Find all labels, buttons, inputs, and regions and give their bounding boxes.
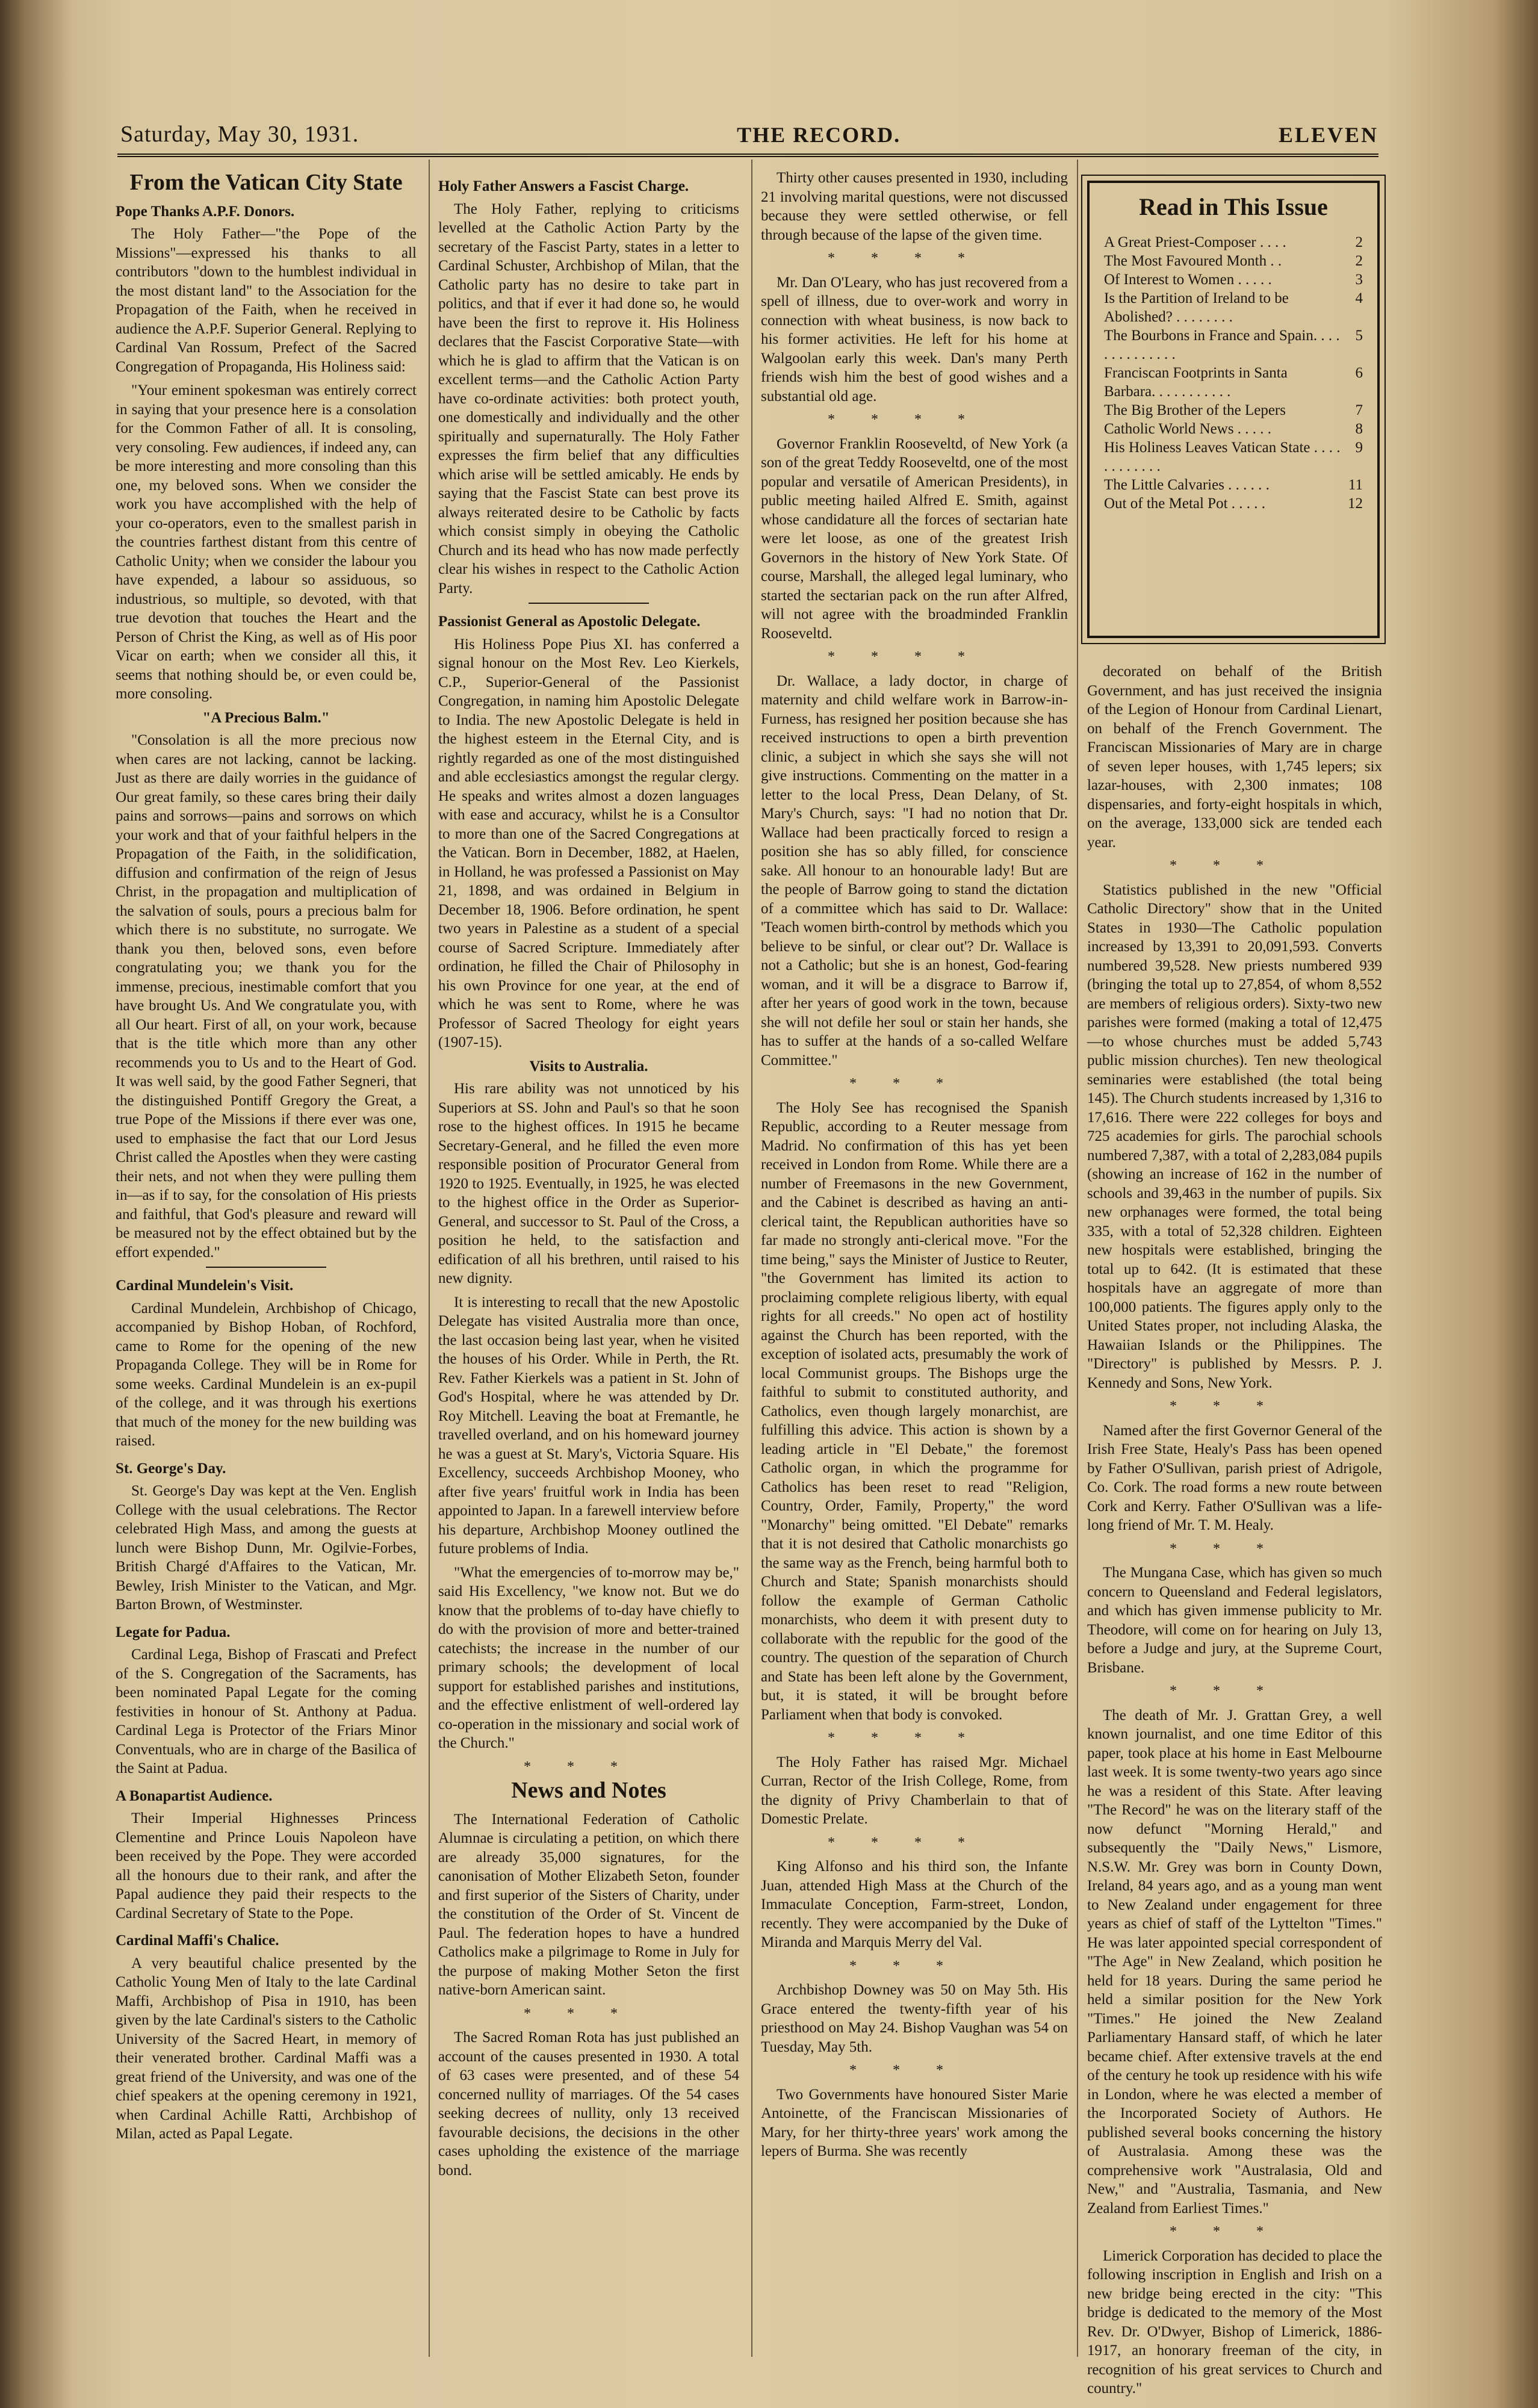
article-paragraph: His rare ability was not unnoticed by his Superiors at SS. John and Paul's so that he soon rose to the highest offices. In 1915 he became Secretary-General, and he filled the even more responsible position of Procurator General from 1920 to 1925. Eventually, in 1925, he was elected to the highest office in the Order as Superior-General, and successor to St. Paul of the Cross, a position he held, to the satisfaction and edification of all his brethren, until raised to his new dignity. bbox=[438, 1081, 739, 1286]
article-paragraph: His Holiness Pope Pius XI. has conferred a signal honour on the Most Rev. Leo Kierkels, C.P., Superior-General of the Passionist Congregation, in naming him Apostolic Delegate to India. The new Apostolic Delegate is held in the highest esteem in the Eternal City, and is rightly regarded as one of the most distinguished and able ecclesiastics amongst the regular clergy. He speaks and writes almost a dozen languages with ease and accuracy, whilst he is a Consultor to more than one of the Sacred Congregations at the Vatican. Born in December, 1882, at Haelen, in Holland, he was professed a Passionist on May 21, 1898, and was ordained in Belgium in December 18, 1906. Before ordination, he spent two years in Palestine as a student of a special course of Sacred Scripture. Immediately after ordination, he filled the Chair of Philosophy in his own Province for one year, at the end of which he was sent to Rome, where he was Professor of Sacred Theology for eight years (1907-15). bbox=[438, 636, 739, 1050]
article-heading: St. George's Day. bbox=[116, 1460, 226, 1477]
news-paragraph: Governor Franklin Rooseveltd, of New York (a son of the great Teddy Rooseveltd, one of the most popular and versatile of American Presidents), in public meeting hailed Alfred E. Smith, against whose candidature all the forces of sectarian hate were let loose, as one of the greatest Irish Governors in the history of New York State. Of course, Marshall, the alleged legal luminary, who started the sectarian pack on the run after Alfred, will not agree with the broadminded Franklin Rooseveltd. bbox=[761, 435, 1068, 642]
contents-item-title: Of Interest to Women . . . . . bbox=[1104, 272, 1272, 288]
star-separator: *** bbox=[1170, 858, 1300, 874]
article-paragraph: Cardinal Mundelein, Archbishop of Chicago, accompanied by Bishop Hoban, of Rochford, came to Rome for the opening of the new Propaganda College. They will be in Rome for some weeks. Cardinal Mundelein is an ex-pupil of the college, and it was through his exertions that much of the money for the new building was raised. bbox=[116, 1300, 417, 1449]
news-paragraph: King Alfonso and his third son, the Infante Juan, attended High Mass at the Church of the Immaculate Conception, Farm-street, London, recently. They were accompanied by the Duke of Miranda and Marquis Merry del Val. bbox=[761, 1858, 1068, 1950]
divider bbox=[206, 1267, 326, 1268]
masthead bbox=[120, 111, 1378, 147]
contents-item-title: A Great Priest-Composer . . . . bbox=[1104, 234, 1286, 250]
news-paragraph: Thirty other causes presented in 1930, including 21 involving marital questions, were not discussed because they were settled otherwise, or fell through because of the lapse of the given time. bbox=[761, 170, 1068, 243]
article-paragraph: "What the emergencies of to-morrow may be," said His Excellency, "we know not. But we do know that the problems of to-day have chiefly to do with the provision of more and better-trained catechists; the increase in the number of our primary schools; the development of local support for established parishes and institutions, and the effective enlistment of well-ordered lay co-operation in the missionary and social work of the Church." bbox=[438, 1564, 739, 1751]
star-separator: *** bbox=[1170, 1398, 1300, 1414]
article-heading: Holy Father Answers a Fascist Charge. bbox=[438, 178, 689, 194]
contents-item bbox=[1104, 364, 1363, 401]
star-separator: *** bbox=[849, 2062, 979, 2078]
contents-item-page: 8 bbox=[1355, 421, 1363, 437]
star-separator: *** bbox=[1170, 1683, 1300, 1699]
masthead-rule bbox=[117, 154, 1378, 157]
contents-list bbox=[1104, 233, 1363, 513]
news-paragraph: The Holy See has recognised the Spanish Republic, according to a Reuter message from Madrid. No confirmation of this has yet been received in London from Rome. While there are a number of Freemasons in the new Government, and the Cabinet is described as having an anti-clerical taint, the Republican authorities have so far made no strongly anti-clerical move. "For the time being," says the Minister of Justice to Reuter, "the Government has limited its action to proclaiming complete religious liberty, with equal rights for all creeds." No open act of hostility against the Church has been reported, with the exception of isolated acts, presumably the work of local Communist groups. The Bishops urge the faithful to submit to constituted authority, and Catholics, even though largely monarchist, are fulfilling this advice. This action is shown by a leading article in "El Debate," the foremost Catholic organ, in which the programme for Catholics has been reset to read "Religion, Country, Order, Family, Property," the word "Monarchy" being omitted. "El Debate" remarks that it is not desired that Catholic monarchists go the same way as the French, being harmful both to Church and State; Spanish monarchists should follow the example of German Catholic monarchists, who deem it with present duty to collaborate with the republic for the good of the country. The question of the separation of Church and State has been left alone by the Government, but, it is stated, it will be brought before Parliament when that body is convoked. bbox=[761, 1099, 1068, 1723]
contents-item bbox=[1104, 401, 1363, 420]
article-paragraph: The Holy Father, replying to criticisms levelled at the Catholic Action Party by the secretary of the Fascist Party, states in a letter to Cardinal Schuster, Archbishop of Milan, that the Catholic party has no desire to take part in politics, and that if ever it had done so, he would have been the first to reprove it. His Holiness declares that the Fascist Corporative State—with which he is glad to affirm that the Vatican is on excellent terms—and the Catholic Action Party have co-ordinate activities: both protect youth, one domestically and individually and the other spiritually and supernaturally. The Holy Father expresses the firm belief that any difficulties which arise will be settled amicably. He ends by saying that the Fascist State can best prove its always reiterated desire to be Catholic by facts which consist simply in obeying the Catholic Church and its head who has now made perfectly clear his wishes in respect to the Catholic Action Party. bbox=[438, 200, 739, 597]
article-heading: A Bonapartist Audience. bbox=[116, 1787, 273, 1804]
article-paragraph: Cardinal Lega, Bishop of Frascati and Prefect of the S. Congregation of the Sacraments, has been nominated Papal Legate for the coming festivities in honour of St. Anthony at Padua. Cardinal Lega is Protector of the Friars Minor Conventuals, who are in charge of the Basilica of the Saint at Padua. bbox=[116, 1646, 417, 1777]
contents-item bbox=[1104, 476, 1363, 494]
star-separator: **** bbox=[828, 250, 1001, 266]
page-number: ELEVEN bbox=[1278, 123, 1378, 147]
star-separator: *** bbox=[524, 1758, 654, 1775]
article-paragraph: "Consolation is all the more precious now when cares are not lacking, cannot be lacking. Just as there are daily worries in the guidance of Our great family, so these cares bring their daily pains and sorrows—pains and sorrows on which your work and that of your faithful helpers in the Propagation of the Faith, in the solidification, diffusion and confirmation of the reign of Jesus Christ, in the propagation and multiplication of the salvation of souls, pours a precious balm for which there is no substitute, no surrogate. We thank you then, beloved sons, even before congratulating you; we thank you for the immense, precious, inestimable comfort that you have brought Us. And We congratulate you, with all Our heart. First of all, on your work, because that is the title which more than any other recommends you to Us and to the Heart of God. It was well said, by the good Father Segneri, that the distinguished Pontiff Gregory the Great, a true Pope of the Missions if there ever was one, used to emphasise the fact that our Lord Jesus Christ called the Apostles when they were casting their nets, and not when they were pulling them in—as if to say, for the consolation of His priests and faithful, that God's pleasure and reward will be measured not by the effect obtained but by the effort expended." bbox=[116, 732, 417, 1261]
star-separator: **** bbox=[828, 412, 1001, 427]
article-heading: Cardinal Maffi's Chalice. bbox=[116, 1932, 279, 1949]
contents-item bbox=[1104, 270, 1363, 289]
contents-item-title: Catholic World News . . . . . bbox=[1104, 421, 1272, 437]
news-paragraph: The Sacred Roman Rota has just published an account of the causes presented in 1930. A total of 63 cases were presented, and of these 54 concerned nullity of marriages. Of the 54 cases seeking decrees of nullity, only 13 received favourable decisions, the decisions in the other cases upholding the existence of the marriage bond. bbox=[438, 2029, 739, 2179]
news-paragraph: The International Federation of Catholic Alumnae is circulating a petition, on which there are already 35,000 signatures, for the canonisation of Mother Elizabeth Seton, founder and first superior of the Sisters of Charity, under the constitution of the Order of St. Vincent de Paul. The federation hopes to have a hundred Catholics make a pilgrimage to Rome in July for the purpose of making Mother Seton the first native-born American saint. bbox=[438, 1811, 739, 1998]
news-paragraph: Named after the first Governor General of the Irish Free State, Healy's Pass has been opened by Father O'Sullivan, parish priest of Adrigole, Co. Cork. The road forms a new route between Cork and Kerry. Father O'Sullivan was a life-long friend of Mr. T. M. Healy. bbox=[1087, 1422, 1382, 1533]
contents-item-page: 3 bbox=[1355, 272, 1363, 288]
column-4 bbox=[1087, 662, 1382, 2397]
article-subheading: "A Precious Balm." bbox=[202, 709, 330, 726]
news-paragraph: decorated on behalf of the British Government, and has just received the insignia of the Legion of Honour from Cardinal Lienart, on behalf of the French Government. The Franciscan Missionaries of Mary are in charge of seven leper houses, with 1,745 lepers; six lazar-houses, with 2,300 inmates; 108 dispensaries, and forty-eight hospitals in which, on the average, 133,000 sick are tended each year. bbox=[1087, 663, 1382, 851]
contents-item-page: 12 bbox=[1348, 495, 1363, 512]
star-separator: **** bbox=[828, 1730, 1001, 1746]
article-paragraph: "Your eminent spokesman was entirely correct in saying that your presence here is a consolation for the Common Father of all. It is consoling, very consoling. Few audiences, if indeed any, can be more interesting and more consoling than this one, my beloved sons. When we consider the work you have accomplished with the help of your co-operators, even to the smallest parish in the countries farthest distant from this centre of Catholic Unity; when we consider the labour you have expended, a labour so assiduous, so industrious, so multiple, so devoted, with that true devotion that touches the Heart and the Person of Christ the King, as well as of His poor Vicar on earth; when we consider all this, it seems that nothing should be, or even could be, more consoling. bbox=[116, 382, 417, 702]
star-separator: *** bbox=[849, 1958, 979, 1974]
article-heading: Cardinal Mundelein's Visit. bbox=[116, 1277, 294, 1294]
column-2 bbox=[438, 169, 739, 2348]
contents-item-title: The Little Calvaries . . . . . . bbox=[1104, 477, 1270, 493]
contents-item bbox=[1104, 420, 1363, 438]
contents-item-page: 5 bbox=[1355, 327, 1363, 344]
contents-item-title: The Most Favoured Month . . bbox=[1104, 253, 1282, 269]
news-paragraph: Limerick Corporation has decided to place the following inscription in English and Irish on a new bridge being erected in the city: "This bridge is dedicated to the memory of the Most Rev. Dr. O'Dwyer, Bishop of Limerick, 1886-1917, an honorary freeman of the city, in recognition of his great services to Church and country." bbox=[1087, 2247, 1382, 2397]
contents-item-page: 9 bbox=[1355, 439, 1363, 456]
article-subheading: Visits to Australia. bbox=[529, 1058, 648, 1075]
news-paragraph: The death of Mr. J. Grattan Grey, a well known journalist, and one time Editor of this paper, took place at his home in East Melbourne last week. It is some twenty-two years ago since he was a resident of this State. After leaving "The Record" he was on the literary staff of the now defunct "Morning Herald," and subsequently the "Daily News," Lismore, N.S.W. Mr. Grey was born in County Down, Ireland, 84 years ago, and as a young man went to New Zealand under engagement for three years as chief of staff of the Lyttelton "Times." He was later appointed special correspondent of "The Age" in New Zealand, which position he held for 18 years. During the same period he held a similar position for the New York "Times." He joined the New Zealand Parliamentary Hansard staff, of which he later became chief. After extensive travels at the end of the century he took up residence with his wife in London, where he was elected a member of the Incorporated Society of Authors. He published several books concerning the history of Australasia. Among these was the comprehensive work "Australasia, Old and New," and "Australia, Tasmania, and New Zealand from Earliest Times." bbox=[1087, 1707, 1382, 2217]
star-separator: **** bbox=[828, 1834, 1001, 1851]
star-separator: *** bbox=[849, 1076, 979, 1091]
star-separator: *** bbox=[524, 2005, 654, 2022]
contents-item bbox=[1104, 289, 1363, 326]
article-paragraph: A very beautiful chalice presented by the Catholic Young Men of Italy to the late Cardinal Maffi, Archbishop of Pisa in 1910, has been given by the late Cardinal's sisters to the Catholic University of the Sacred Heart, in memory of their venerated brother. Cardinal Maffi was a great friend of the University, and was one of the chief speakers at the opening ceremony in 1921, when Cardinal Achille Ratti, Archbishop of Milan, acted as Papal Legate. bbox=[116, 1955, 417, 2142]
article-heading: Pope Thanks A.P.F. Donors. bbox=[116, 203, 295, 220]
star-separator: **** bbox=[828, 649, 1001, 665]
contents-item bbox=[1104, 438, 1363, 476]
column-divider bbox=[751, 160, 752, 2357]
contents-item-page: 2 bbox=[1355, 253, 1363, 269]
article-paragraph: The Holy Father—"the Pope of the Missions"—expressed his thanks to all contributors "down to the humblest individual in the most distant land" to the Association for the Propagation of the Faith, when he received in audience the A.P.F. Superior General. Replying to Cardinal Van Rossum, Prefect of the Sacred Congregation of Propaganda, His Holiness said: bbox=[116, 226, 417, 375]
column-1 bbox=[116, 169, 417, 2348]
contents-title: Read in This Issue bbox=[1139, 193, 1328, 220]
star-separator: *** bbox=[1170, 2224, 1300, 2239]
divider bbox=[529, 603, 649, 604]
article-heading: Legate for Padua. bbox=[116, 1624, 231, 1640]
contents-item-title: His Holiness Leaves Vatican State . . . . . . . . . . . . bbox=[1104, 439, 1341, 474]
news-paragraph: Two Governments have honoured Sister Marie Antoinette, of the Franciscan Missionaries of Mary, for her thirty-three years' work among the lepers of Burma. She was recently bbox=[761, 2086, 1068, 2159]
contents-item-title: Is the Partition of Ireland to be Abolished? . . . . . . . . bbox=[1104, 290, 1289, 325]
star-separator: *** bbox=[1170, 1541, 1300, 1557]
issue-date: Saturday, May 30, 1931. bbox=[120, 122, 359, 147]
column-3 bbox=[761, 169, 1068, 2348]
contents-item-page: 11 bbox=[1348, 477, 1363, 493]
contents-item bbox=[1104, 252, 1363, 270]
contents-item-title: The Bourbons in France and Spain. . . . . . . . . . . . . . bbox=[1104, 327, 1340, 362]
section-heading-vatican: From the Vatican City State bbox=[129, 170, 403, 195]
article-heading: Passionist General as Apostolic Delegate. bbox=[438, 613, 701, 630]
newspaper-title: THE RECORD. bbox=[737, 123, 901, 147]
news-paragraph: Statistics published in the new "Official Catholic Directory" show that in the United States in 1930—The Catholic population increased by 13,391 to 20,091,593. Converts numbered 39,528. New priests numbered 939 (bringing the total up to 27,854, of whom 8,552 are members of religious orders). Sixty-two new parishes were formed (making a total of 12,475—to whose churches must be added 5,743 public mission churches). Ten new theological seminaries were established (the total being 145). The Church students increased by 1,316 to 17,616. There were 222 colleges for boys and 725 academies for girls. The parochial schools numbered 7,387, with a total of 2,283,084 pupils (showing an increase of 162 in the number of schools and 39,463 in the number of pupils. Six new orphanages were formed, the total being 335, with a total of 52,328 children. Eighteen new hospitals were established, bringing the total up to 642. (It is estimated that these hospitals have an aggregate of more than 100,000 patients. The figures apply only to the United States proper, not including Alaska, the Hawaiian Islands or the Philippines. The "Directory" is published by Messrs. P. J. Kennedy and Sons, New York. bbox=[1087, 881, 1382, 1391]
article-paragraph: St. George's Day was kept at the Ven. English College with the usual celebrations. The Rector celebrated High Mass, and among the guests at lunch were Bishop Dunn, Mr. Ogilvie-Forbes, British Chargé d'Affaires to the Vatican, Mr. Bewley, Irish Minister to the Vatican, and Mgr. Barton Brown, of Westminster. bbox=[116, 1483, 417, 1613]
news-paragraph: Archbishop Downey was 50 on May 5th. His Grace entered the twenty-fifth year of his priesthood on May 24. Bishop Vaughan was 54 on Tuesday, May 5th. bbox=[761, 1982, 1068, 2055]
contents-item-title: Franciscan Footprints in Santa Barbara. . . . . . . . . . . bbox=[1104, 365, 1288, 400]
contents-item-page: 4 bbox=[1355, 290, 1363, 306]
news-paragraph: The Holy Father has raised Mgr. Michael Curran, Rector of the Irish College, Rome, from the dignity of Privy Chamberlain to that of Domestic Prelate. bbox=[761, 1754, 1068, 1827]
news-paragraph: The Mungana Case, which has given so much concern to Queensland and Federal legislators, and which has given immense publicity to Mr. Theodore, will come on for hearing on July 13, before a Judge and jury, at the Supreme Court, Brisbane. bbox=[1087, 1565, 1382, 1676]
news-paragraph: Dr. Wallace, a lady doctor, in charge of maternity and child welfare work in Barrow-in-Furness, has resigned her position because she has received instructions to open a birth prevention clinic, a subject in which she says she will not give instructions. Commenting on the matter in a letter to the local Press, Dean Delany, of St. Mary's Church, says: "I had no notion that Dr. Wallace had been practically forced to resign a position she has so ably filled, for conscience sake. All honour to an honourable lady! But are the people of Barrow going to stand the dictation of a committee which has said to Dr. Wallace: 'Teach women birth-control by methods which you believe to be sinful, or clear out'? Dr. Wallace is not a Catholic; but she is an honest, God-fearing woman, and it will be a disgrace to Barrow if, after her years of good work in the town, because she will not defile her soul or stain her hands, she has to suffer at the hands of a so-called Welfare Committee." bbox=[761, 672, 1068, 1069]
contents-item bbox=[1104, 326, 1363, 364]
contents-item-title: Out of the Metal Pot . . . . . bbox=[1104, 495, 1266, 512]
column-divider bbox=[1077, 160, 1078, 2357]
contents-item bbox=[1104, 494, 1363, 513]
contents-item-page: 7 bbox=[1355, 402, 1363, 418]
contents-box bbox=[1087, 181, 1380, 638]
contents-item bbox=[1104, 233, 1363, 252]
contents-item-page: 2 bbox=[1355, 234, 1363, 250]
article-paragraph: Their Imperial Highnesses Princess Clementine and Prince Louis Napoleon have been received by the Pope. They were accorded all the honours due to their rank, and after the Papal audience they paid their respects to the Cardinal Secretary of State to the Pope. bbox=[116, 1810, 417, 1922]
news-paragraph: Mr. Dan O'Leary, who has just recovered from a spell of illness, due to over-work and worry in connection with wheat business, is now back to his former activities. He left for his home at Walgoolan early this week. Dan's many Perth friends wish him the best of good wishes and a substantial old age. bbox=[761, 274, 1068, 405]
contents-item-title: The Big Brother of the Lepers bbox=[1104, 402, 1286, 418]
article-paragraph: It is interesting to recall that the new Apostolic Delegate has visited Australia more than once, the last occasion being last year, when he visited the houses of his Order. While in Perth, the Rt. Rev. Father Kierkels was a patient in St. John of God's Hospital, where he was attended by Dr. Roy Mitchell. Leaving the boat at Fremantle, he travelled overland, and on his homeward journey he was a guest at St. Mary's, Victoria Square. His Excellency, succeeds Archbishop Mooney, who after five years' fruitful work in India has been appointed to Japan. In a farewell interview before his departure, Archbishop Mooney outlined the future problems of India. bbox=[438, 1294, 739, 1557]
column-divider bbox=[429, 160, 430, 2357]
contents-item-page: 6 bbox=[1355, 365, 1363, 381]
section-heading-news: News and Notes bbox=[511, 1778, 666, 1803]
